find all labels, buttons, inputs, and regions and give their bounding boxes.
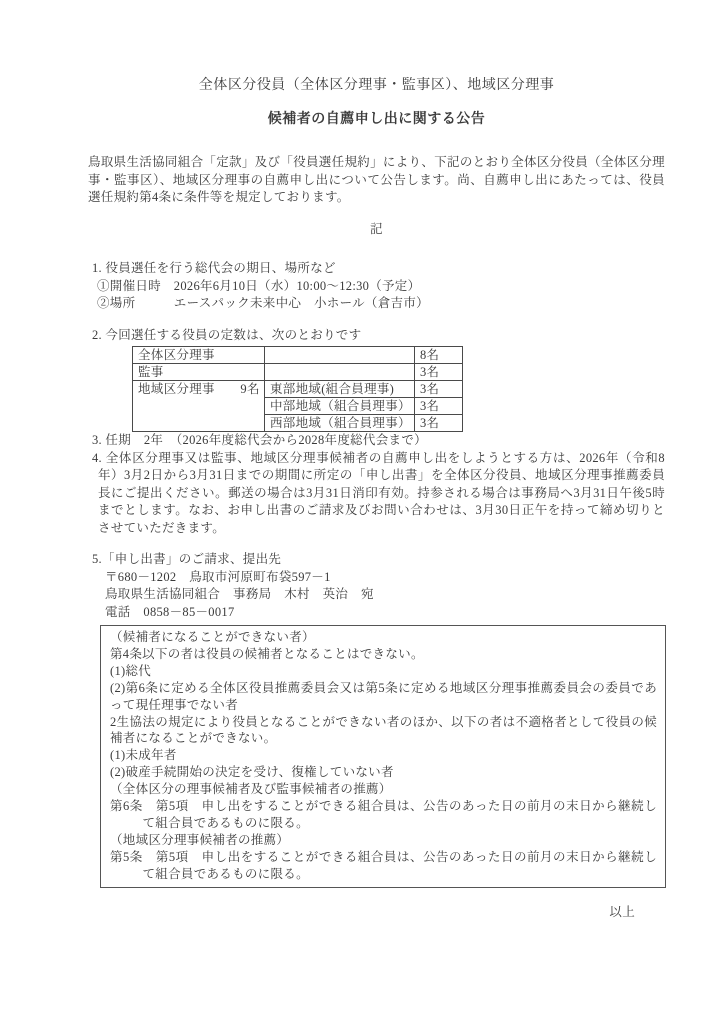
notice-line: （候補者になることができない者） xyxy=(110,630,315,644)
notice-line: 第4条以下の者は役員の候補者となることはできない。 xyxy=(110,646,424,661)
count-cell: 3名 xyxy=(415,364,463,381)
contact-address-line: 〒680－1202 鳥取市河原町布袋597－1 xyxy=(105,569,331,584)
role-cell: 監事 xyxy=(133,364,265,381)
record-marker: 記 xyxy=(370,221,383,236)
section-3-text: 任期 2年 （2026年度総代会から2028年度総代会まで） xyxy=(105,433,427,447)
notice-line: 第6条 第5項 申し出をすることができる組合員は、公告のあった日の前月の末日から継続して組合員であるものに限る。 xyxy=(110,799,657,830)
section-2-heading: 2. 今回選任する役員の定数は、次のとおりです xyxy=(92,327,362,342)
count-cell: 8名 xyxy=(415,347,463,364)
notice-line: (1)総代 xyxy=(110,663,152,678)
section-4-text: 全体区分理事又は監事、地域区分理事候補者の自薦申し出をしようとする方は、2026年（令和8年）3月2日から3月31日までの期間に所定の「申し出書」を全体区分役員、地域区分理事推薦委員長にご提出ください。郵送の場合は3月31日消印有効。持参される場合は事務局へ3月31日午後5時までとします。なお、お申し出書のご請求及びお問い合わせは、3月30日正午を持って締め切りとさせていただきます。 xyxy=(98,450,665,535)
region-cell-empty xyxy=(265,347,415,364)
count-cell: 3名 xyxy=(415,398,463,415)
count-cell: 3名 xyxy=(415,381,463,398)
notice-line: (2)第6条に定める全体区役員推薦委員会又は第5条に定める地域区分理事推薦委員会の委員であって現任理事でない者 xyxy=(110,680,657,712)
table-row-kanji xyxy=(133,364,463,381)
table-row-zentai xyxy=(133,347,463,364)
notice-line: 第5条 第5項 申し出をすることができる組合員は、公告のあった日の前月の末日から継続して組合員であるものに限る。 xyxy=(110,849,657,881)
meeting-date-item: ①開催日時 2026年6月10日（水）10:00～12:30（予定） xyxy=(97,278,421,293)
notice-line: （全体区分の理事候補者及び監事候補者の推薦） xyxy=(110,782,392,797)
region-cell: 西部地域（組合員理事） xyxy=(265,415,415,432)
document-title-line1: 全体区分役員（全体区分理事・監事区）、地域区分理事 xyxy=(198,78,555,93)
document-title-line2: 候補者の自薦申し出に関する公告 xyxy=(267,112,486,127)
count-cell: 3名 xyxy=(415,415,463,432)
section-3-number: 3. xyxy=(92,433,102,447)
region-cell: 中部地域（組合員理事） xyxy=(265,398,415,415)
region-cell: 東部地域(組合員理事) xyxy=(265,381,415,398)
notice-line: （地域区分理事候補者の推薦） xyxy=(110,832,290,847)
section-3-term xyxy=(88,432,665,450)
eligibility-notice-box xyxy=(100,625,666,888)
section-4-number: 4. xyxy=(92,450,102,465)
closing-text: 以上 xyxy=(609,904,635,919)
role-cell-group: 地域区分理事 9名 xyxy=(133,381,265,432)
meeting-place-item: ②場所 エースパック未来中心 小ホール（倉吉市） xyxy=(97,296,429,310)
section-1-heading: 1. 役員選任を行う総代会の期日、場所など xyxy=(92,261,336,275)
contact-recipient-line: 鳥取県生活協同組合 事務局 木村 英治 宛 xyxy=(105,587,374,601)
notice-line: (1)未成年者 xyxy=(110,748,177,763)
notice-line: 2生協法の規定により役員となることができない者のほか、以下の者は不適格者として役員の候補者になることができない。 xyxy=(110,714,657,746)
region-cell-empty xyxy=(265,364,415,381)
section-5-heading: 5.「申し出書」のご請求、提出先 xyxy=(92,552,282,566)
contact-phone-line: 電話 0858－85－0017 xyxy=(105,604,235,619)
table-row-chiiki-east xyxy=(133,381,463,398)
officer-quota-table xyxy=(132,346,463,432)
notice-line: (2)破産手続開始の決定を受け、復権していない者 xyxy=(110,765,394,780)
section-4-application-period xyxy=(88,450,665,538)
role-cell: 全体区分理事 xyxy=(133,347,265,364)
intro-paragraph: 鳥取県生活協同組合「定款」及び「役員選任規約」により、下記のとおり全体区分役員（全体区分理事・監事区）、地域区分理事の自薦申し出について公告します。尚、自薦申し出にあたっては、役員選任規約第4条に条件等を規定しております。 xyxy=(88,155,665,204)
